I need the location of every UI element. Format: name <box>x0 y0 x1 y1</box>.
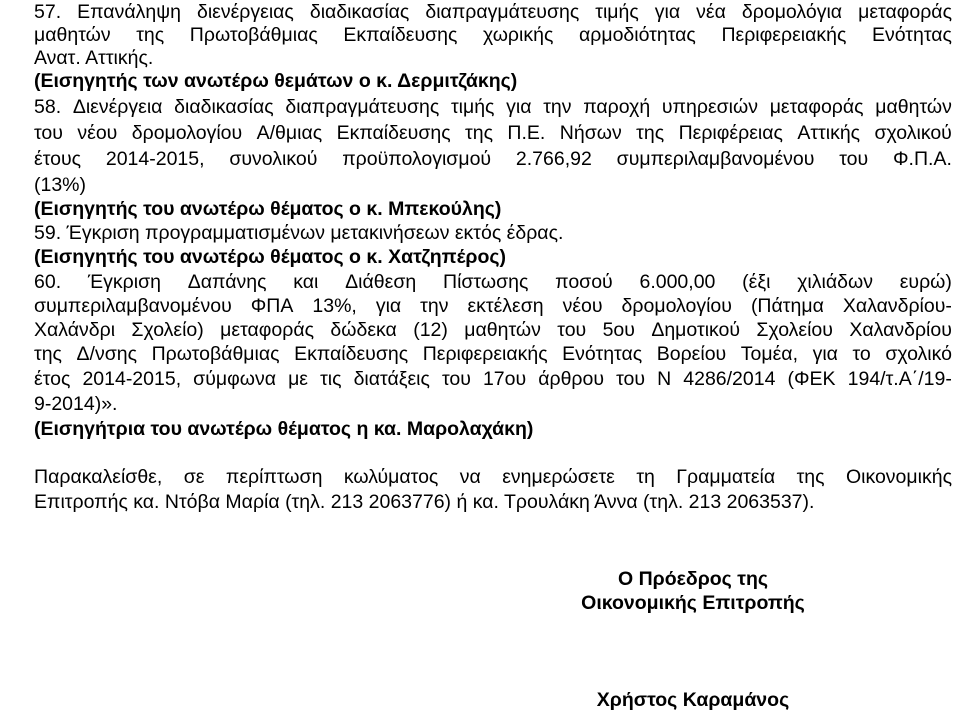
word: Δ/νσης <box>76 343 137 365</box>
word: προϋπολογισμού <box>342 148 492 170</box>
word: διαπραγμάτευσης <box>285 96 440 118</box>
word: δρομολογίου <box>131 122 243 144</box>
word: 17ου <box>482 368 527 390</box>
word: ευρώ) <box>899 271 952 293</box>
word: διατάξεις <box>353 368 430 390</box>
word: χιλιάδων <box>797 271 873 293</box>
item-60-line-2 <box>34 295 952 318</box>
word: Τομέα, <box>740 343 798 365</box>
word: Περιφέρειας <box>678 122 783 144</box>
word: χωρικής <box>483 24 554 46</box>
word: Π.Ε. <box>507 122 546 144</box>
word: δώδεκα <box>330 319 397 341</box>
word: να <box>459 466 481 488</box>
word: της <box>465 122 493 144</box>
word: σε <box>183 466 205 488</box>
word: 13%, <box>312 295 357 317</box>
word: Πρωτοβάθμιας <box>189 24 318 46</box>
document-page <box>34 0 952 713</box>
word: τιμής <box>595 1 639 23</box>
word: σύμφωνα <box>193 368 276 390</box>
item-60-line-3 <box>34 319 952 342</box>
word: ενημερώσετε <box>502 466 615 488</box>
word: Νήσων <box>559 122 622 144</box>
item-60-line-5 <box>34 368 952 391</box>
word: 2014-2015, <box>105 148 205 170</box>
word: του <box>34 122 63 144</box>
word: Παρακαλείσθε, <box>34 466 163 488</box>
word: αρμοδιότητας <box>578 24 696 46</box>
word: μαθητών <box>34 24 111 46</box>
signature-name: Χρήστος Καραμάνος <box>596 689 790 711</box>
word: της <box>136 24 165 46</box>
word: δρομολόγια <box>741 1 843 23</box>
word: Εκπαίδευσης <box>336 122 451 144</box>
word: τιμής <box>450 96 495 118</box>
word: Δαπάνης <box>187 271 267 293</box>
word: της <box>636 122 665 144</box>
word: (ΦΕΚ <box>787 368 836 390</box>
word: περίπτωση <box>225 466 323 488</box>
word: υπηρεσιών <box>661 96 758 118</box>
item-58-rapporteur: (Εισηγητής του ανωτέρω θέματος ο κ. Μπεκούλης) <box>34 198 502 220</box>
word: Επανάληψη <box>77 1 181 23</box>
word: του <box>839 148 869 170</box>
word: (Πάτημα <box>750 295 824 317</box>
word: (12) <box>413 319 448 341</box>
word: εκτέλεση <box>467 295 544 317</box>
word: συμπεριλαμβανομένου <box>34 295 232 317</box>
word: Γραμματεία <box>676 466 776 488</box>
item-59-rapporteur: (Εισηγητής του ανωτέρω θέματος ο κ. Χατζηπέρος) <box>34 246 506 268</box>
word: 5ου <box>602 319 635 341</box>
word: του <box>441 368 471 390</box>
word: Ενότητας <box>562 343 643 365</box>
item-58-line-3 <box>34 148 952 171</box>
word: μεταφοράς <box>858 1 952 23</box>
word: ποσού <box>555 271 613 293</box>
word: 194/τ.Α΄/19- <box>847 368 952 390</box>
word: δρομολογίου <box>621 295 732 317</box>
word: Εκπαίδευσης <box>294 343 409 365</box>
word: Ν <box>657 368 672 390</box>
word: συμπεριλαμβανομένου <box>616 148 815 170</box>
word: μαθητών <box>464 319 541 341</box>
word: ΦΠΑ <box>250 295 294 317</box>
item-60-line-1 <box>34 271 952 294</box>
word: Πρωτοβάθμιας <box>151 343 280 365</box>
word: της <box>796 466 825 488</box>
word: Διάθεση <box>345 271 417 293</box>
word: διαδικασίας <box>174 96 274 118</box>
word: Περιφερειακής <box>422 343 548 365</box>
word: μεταφοράς <box>220 319 315 341</box>
item-59-line-1: 59. Έγκριση προγραμματισμένων μετακινήσεων εκτός έδρας. <box>34 222 564 244</box>
word: κωλύματος <box>343 466 439 488</box>
word: 57. <box>34 1 62 23</box>
word: Χαλάνδρι <box>34 319 116 341</box>
word: 2014-2015, <box>82 368 182 390</box>
word: Αττικής <box>797 122 861 144</box>
word: 6.000,00 <box>639 271 716 293</box>
word: νέου <box>77 122 118 144</box>
word: και <box>293 271 319 293</box>
word: μαθητών <box>875 96 952 118</box>
word: του <box>616 368 646 390</box>
word: άρθρου <box>538 368 605 390</box>
word: διαπραγμάτευσης <box>425 1 580 23</box>
notice-line-1 <box>34 466 952 489</box>
item-57-rapporteur: (Εισηγητής των ανωτέρω θεμάτων ο κ. Δερμιτζάκης) <box>34 70 518 92</box>
word: 4286/2014 <box>683 368 776 390</box>
word: Δημοτικού <box>651 319 741 341</box>
item-58-line-4: (13%) <box>34 174 87 196</box>
word: (έξι <box>742 271 771 293</box>
word: νέα <box>696 1 726 23</box>
word: για <box>506 96 532 118</box>
word: μεταφοράς <box>769 96 864 118</box>
word: Πίστωσης <box>442 271 529 293</box>
item-57-line-1 <box>34 1 952 24</box>
word: Ενότητας <box>871 24 952 46</box>
item-57-line-3: Ανατ. Αττικής. <box>34 47 154 69</box>
word: του <box>557 319 587 341</box>
word: Φ.Π.Α. <box>893 148 952 170</box>
word: διαδικασίας <box>309 1 410 23</box>
word: Α/θμιας <box>256 122 323 144</box>
word: τη <box>636 466 655 488</box>
item-60-line-4 <box>34 343 952 366</box>
word: έτος <box>34 368 71 390</box>
word: τις <box>320 368 342 390</box>
notice-line-2: Επιτροπής κα. Ντόβα Μαρία (τηλ. 213 2063776) ή κα. Τρουλάκη Άννα (τηλ. 213 2063537). <box>34 491 815 513</box>
word: Σχολείο) <box>131 319 204 341</box>
word: σχολικού <box>874 122 952 144</box>
signature-title-line-2: Οικονομικής Επιτροπής <box>581 592 805 614</box>
word: διενέργειας <box>196 1 294 23</box>
word: έτους <box>34 148 82 170</box>
word: 2.766,92 <box>515 148 592 170</box>
word: Οικονομικής <box>845 466 952 488</box>
word: την <box>420 295 449 317</box>
item-58-line-1 <box>34 96 952 119</box>
word: με <box>288 368 308 390</box>
word: Εκπαίδευσης <box>343 24 458 46</box>
word: της <box>34 343 62 365</box>
word: το <box>852 343 871 365</box>
word: Διενέργεια <box>72 96 163 118</box>
word: 60. <box>34 271 62 293</box>
item-60-line-6: 9-2014)». <box>34 393 118 415</box>
word: σχολικό <box>885 343 952 365</box>
signature-title-line-1: Ο Πρόεδρος της <box>617 568 768 590</box>
word: Έγκριση <box>87 271 161 293</box>
word: νέου <box>562 295 603 317</box>
word: Σχολείου <box>756 319 833 341</box>
word: την <box>543 96 572 118</box>
word: παροχή <box>583 96 651 118</box>
word: για <box>654 1 681 23</box>
word: Βορείου <box>656 343 727 365</box>
word: Χαλανδρίου <box>849 319 952 341</box>
word: για <box>375 295 402 317</box>
item-60-rapporteur: (Εισηγήτρια του ανωτέρω θέματος η κα. Μαρολαχάκη) <box>34 418 534 440</box>
word: Χαλανδρίου- <box>842 295 952 317</box>
word: για <box>812 343 838 365</box>
word: συνολικού <box>229 148 318 170</box>
word: 58. <box>34 96 62 118</box>
item-57-line-2 <box>34 24 952 47</box>
item-58-line-2 <box>34 122 952 145</box>
word: Περιφερειακής <box>721 24 847 46</box>
